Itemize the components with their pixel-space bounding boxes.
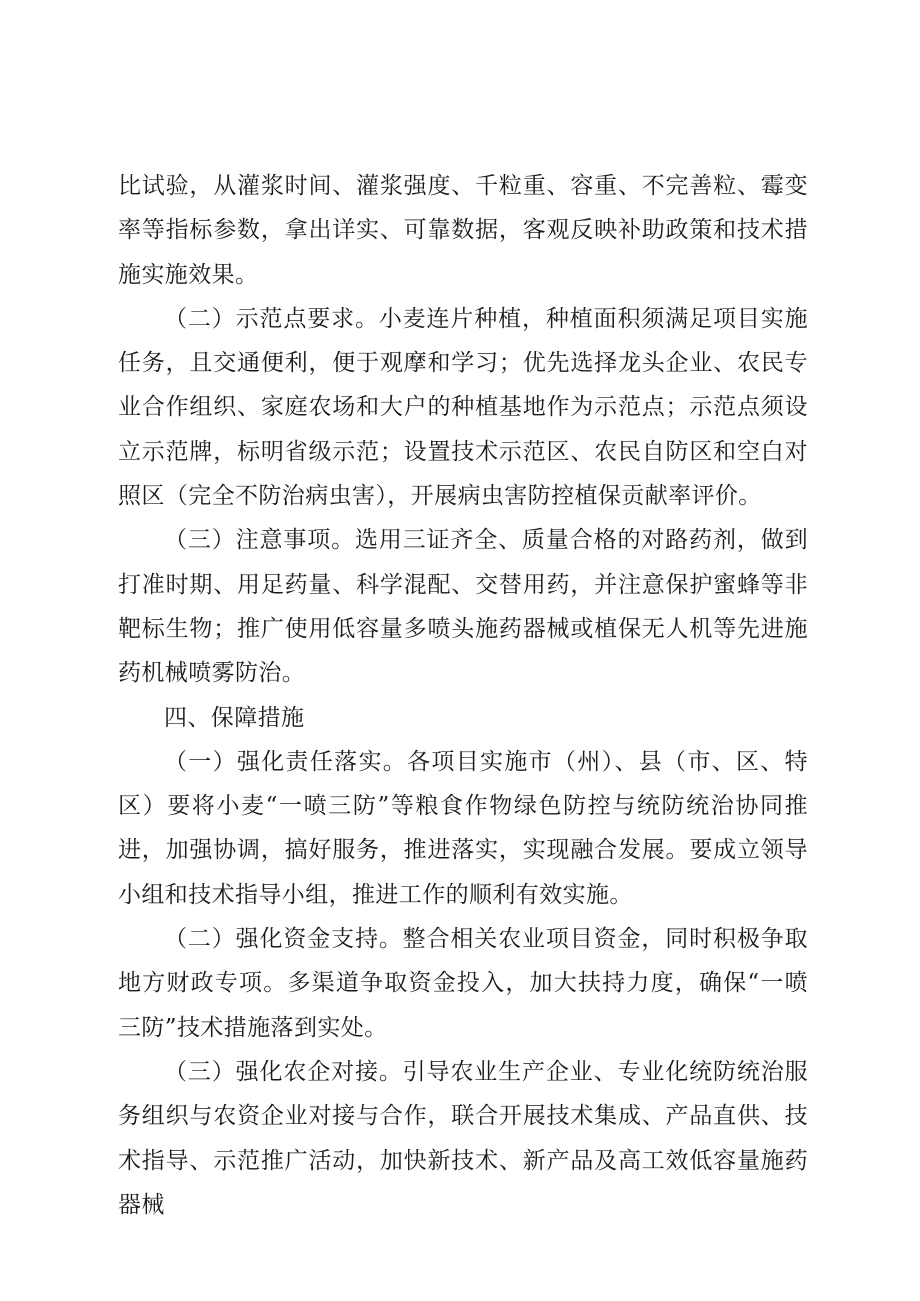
document-body <box>118 164 808 1227</box>
paragraph-precautions: （三）注意事项。选用三证齐全、质量合格的对路药剂，做到打准时期、用足药量、科学混配、交替用药，并注意保护蜜蜂等非靶标生物；推广使用低容量多喷头施药器械或植保无人机等先进施药机械喷雾防治。 <box>118 527 808 687</box>
section-heading-safeguard-measures: 四、保障措施 <box>164 704 305 731</box>
paragraph-trial-continuation: 比试验，从灌浆时间、灌浆强度、千粒重、容重、不完善粒、霉变率等指标参数，拿出详实、可靠数据，客观反映补助政策和技术措施实施效果。 <box>118 173 808 288</box>
paragraph-funding: （二）强化资金支持。整合相关农业项目资金，同时积极争取地方财政专项。多渠道争取资金投入，加大扶持力度，确保“一喷三防”技术措施落到实处。 <box>118 926 808 1041</box>
paragraph-demo-site-requirements: （二）示范点要求。小麦连片种植，种植面积须满足项目实施任务，且交通便利，便于观摩和学习；优先选择龙头企业、农民专业合作组织、家庭农场和大户的种植基地作为示范点；示范点须设立示范牌，标明省级示范；设置技术示范区、农民自防区和空白对照区（完全不防治病虫害），开展病虫害防控植保贡献率评价。 <box>118 305 808 510</box>
paragraph-responsibility: （一）强化责任落实。各项目实施市（州）、县（市、区、特区）要将小麦“一喷三防”等粮食作物绿色防控与统防统治协同推进，加强协调，搞好服务，推进落实，实现融合发展。要成立领导小组和技术指导小组，推进工作的顺利有效实施。 <box>118 748 808 908</box>
paragraph-cooperation: （三）强化农企对接。引导农业生产企业、专业化统防统治服务组织与农资企业对接与合作，联合开展技术集成、产品直供、技术指导、示范推广活动，加快新技术、新产品及高工效低容量施药器械 <box>118 1058 808 1218</box>
